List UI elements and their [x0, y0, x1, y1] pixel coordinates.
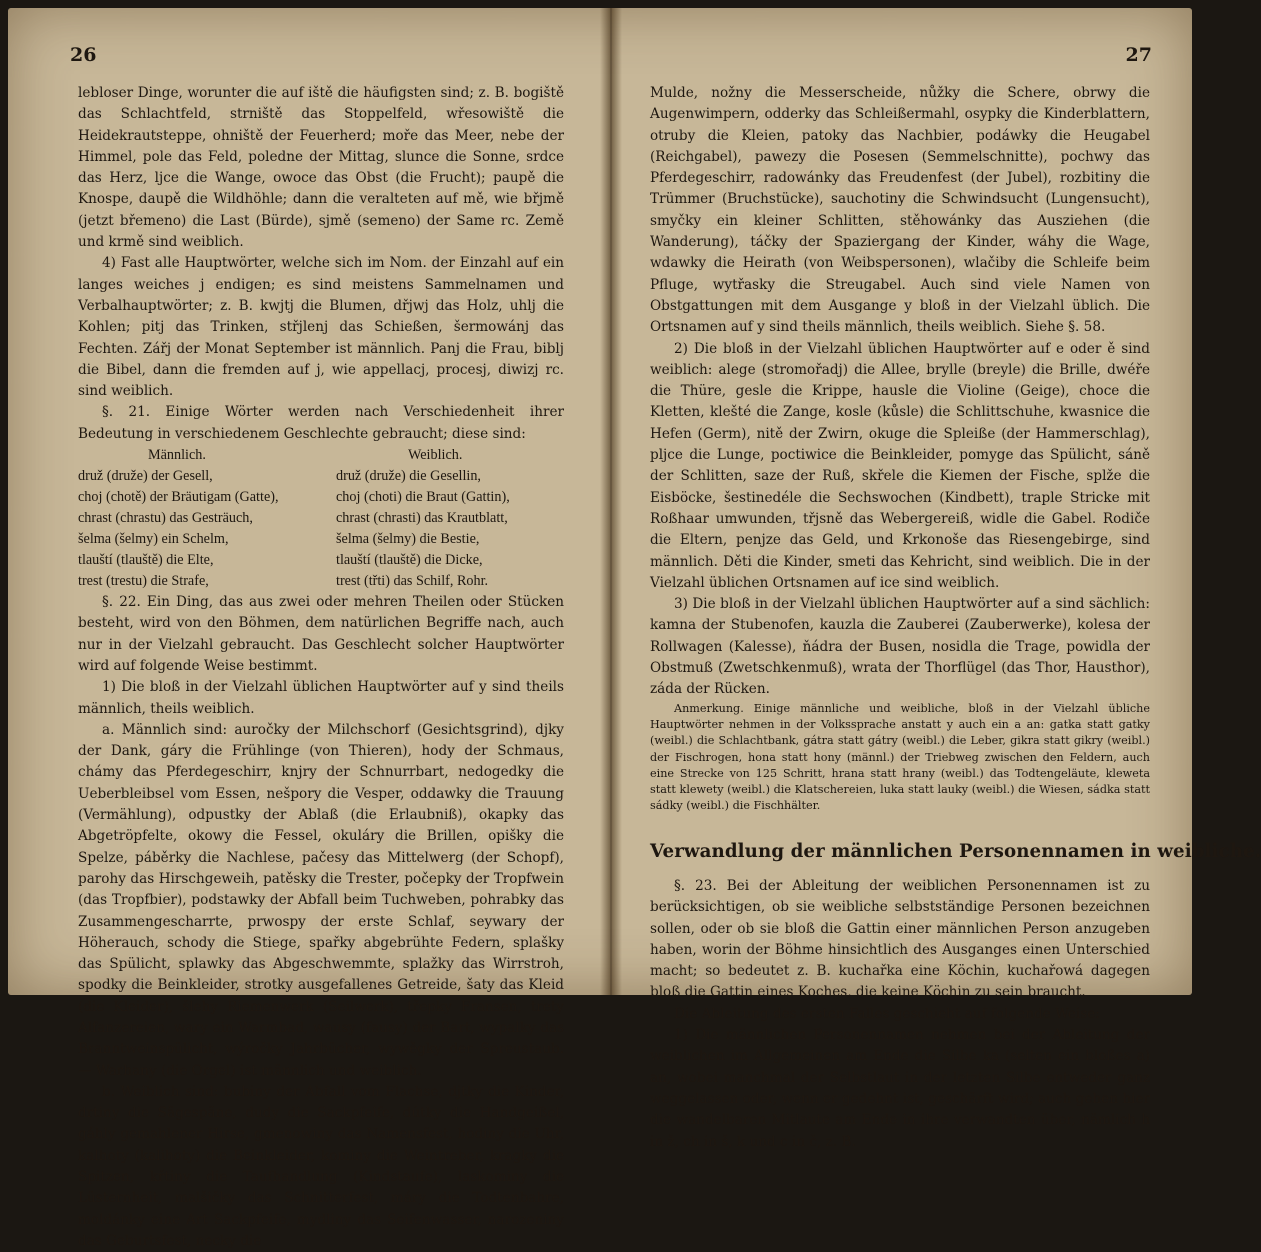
- paragraph: 4) Fast alle Hauptwörter, welche sich im Nom. der Einzahl auf ein langes weiches j endigen; es sind meistens Sammelnamen und Verbalhauptwörter; z. B. kwjtj die Blumen, dřjwj das Holz, uhlj die Kohlen; pitj das Trinken, střjlenj das Schießen, šermowánj das Fechten. Zářj der Monat September ist männlich. Panj die Frau, biblj die Bibel, dann die fremden auf j, wie appellacj, procesj, diwizj rc. sind weiblich.: [78, 255, 564, 400]
- table-cell: chrast (chrastu) das Gesträuch,: [78, 510, 253, 527]
- paragraph: §. 21. Einige Wörter werden nach Verschiedenheit ihrer Bedeutung in verschiedenem Geschlechte gebraucht; diese sind:: [78, 404, 564, 442]
- section-heading: Verwandlung der männlichen Personennamen in weibliche.: [650, 840, 1261, 862]
- paragraph: b. Weiblich sind: bubiny der Abfall vom Flachse, djtky die Kinder, drtiny die Sägespäne, dudy die Sackpfeife, dútky die Handgeißel, gáhly gemahlener Hirse, gmenowiny das Namensfest, hodiny die Uhr, kalhoty (kalihoty) die Beinkleider, kominy die Weintreber, kragky die Spitzen, křtiny die Taufhandlung (Kindstaufe), laskominy die Lüsternheit, malšičky das Schnitterfest, máry die Todtenbahre, moldánky eine Art Sackpfeife, mydliny das Seifenwasser, narozeniny das Geburtsfest, necky die: [78, 1083, 564, 1249]
- paragraph: §. 23. Bei der Ableitung der weiblichen Personennamen ist zu berücksichtigen, ob sie weibliche selbstständige Personen bezeichnen sollen, oder ob sie bloß die Gattin einer männlichen Person anzugeben haben, worin der Böhme hinsichtlich des Ausganges einen Unterschied macht; so bedeutet z. B. kuchařka eine Köchin, kuchařowá dagegen bloß die Gattin eines Koches, die keine Köchin zu sein braucht.: [650, 877, 1150, 1001]
- paragraph: 1) Die bloß in der Vielzahl üblichen Hauptwörter auf y sind theils männlich, theils weiblich.: [78, 679, 564, 717]
- table-cell: tlauští (tlauště) die Dicke,: [336, 552, 483, 569]
- book-spread: [8, 8, 1261, 1249]
- paragraph: 2) Die bloß in der Vielzahl üblichen Hauptwörter auf e oder ě sind weiblich: alege (stromořadj) die Allee, brylle (breyle) die Brille, dwéře die Thüre, gesle die Krippe, hausle die Violine (Geige), choce die Kletten, klešté die Zange, kosle (kůsle) die Schlittschuhe, kwasnice die Hefen (Germ), nitě der Zwirn, okuge die Spleiße (der Hammerschlag), pljce die Lunge, poctiwice die Beinkleider, pomyge das Spülicht, sáně der Schlitten, saze der Ruß, skřele die Kiemen der Fische, splže die Eisböcke, šestinedéle die Sechswochen (Kindbett), traple Stricke mit Roßhaar umwunden, třjsně das Webergereiß, widle die Gabel. Rodiče die Eltern, penjze das Geld, und Krkonoše das Riesengebirge, sind männlich. Děti die Kinder, smeti das Kehricht, sind weiblich. Die in der Vielzahl üblichen Ortsnamen auf ice sind weiblich.: [650, 340, 1150, 591]
- left-page-text: [78, 83, 564, 1252]
- table-cell: choj (choti) die Braut (Gattin),: [336, 489, 510, 506]
- table-cell: druž (druže) die Gesellin,: [336, 468, 481, 485]
- page-number-right: 27: [1125, 44, 1152, 66]
- note-text: Anmerkung. Einige männliche und weibliche, bloß in der Vielzahl übliche Hauptwörter nehmen in der Volkssprache anstatt y auch ein a an: gatka statt gatky (weibl.) die Schlachtbank, gátra statt gátry (weibl.) die Leber, gikra statt gikry (weibl.) der Fischrogen, hona statt hony (männl.) der Triebweg zwischen den Feldern, auch eine Strecke von 125 Schritt, hrana statt hrany (weibl.) das Todtengeläute, kleweta statt klewety (weibl.) die Klatschereien, luka statt lauky (weibl.) die Wiesen, sádka statt sádky (weibl.) die Fischhälter.: [650, 701, 1150, 813]
- table-cell: trest (trestu) die Strafe,: [78, 573, 209, 590]
- table-cell: trest (třti) das Schilf, Rohr.: [336, 573, 489, 590]
- paragraph: a. Männlich sind: auročky der Milchschorf (Gesichtsgrind), djky der Dank, gáry die Frühlinge (von Thieren), hody der Schmaus, chámy das Pferdegeschirr, knjry der Schnurrbart, nedogedky die Ueberbleibsel vom Essen, nešpory die Vesper, oddawky die Trauung (Vermählung), odpustky der Ablaß (die Erlaubniß), okapky das Abgetröpfelte, okowy die Fessel, okuláry die Brillen, opišky die Spelze, páběrky die Nachlese, pačesy das Mittelwerg (der Schopf), parohy das Hirschgeweih, patěsky die Trester, počepky der Tropfwein (das Tropfbier), podstawky der Abfall beim Tuchweben, pohrabky das Zusammengescharrte, prwospy der erste Schlaf, seywary der Höherauch, schody die Stiege, spařky abgebrühte Federn, splašky das Spülicht, splawky das Abgeschwemmte, splažky das Wirrstroh, spodky die Beinkleider, strotky ausgefallenes Getreide, šaty das Kleid (die Kleider), šlehy Riemenwerk (Seilwerk), třepky Fransen, trety Alfanzereien, wary ein Warmbad, wausy (fausy) der Bart, wypalky das Branntweinspülicht, wýročky Jahrbücher, wywěgky der Spreustaub. — Warhany (die Orgel) ist männlich und weiblich.: [78, 721, 564, 1079]
- table-cell: šelma (šelmy) die Bestie,: [336, 531, 480, 548]
- paragraph: §. 22. Ein Ding, das aus zwei oder mehren Theilen oder Stücken besteht, wird von den Böhmen, dem natürlichen Begriffe nach, auch nur in der Vielzahl gebraucht. Das Geschlecht solcher Hauptwörter wird auf folgende Weise bestimmt.: [78, 594, 564, 674]
- paragraph: lebloser Dinge, worunter die auf iště die häufigsten sind; z. B. bogiště das Schlachtfeld, strniště das Stoppelfeld, wřesowiště die Heidekrautsteppe, ohniště der Feuerherd; moře das Meer, nebe der Himmel, pole das Feld, poledne der Mittag, slunce die Sonne, srdce das Herz, ljce die Wange, owoce das Obst (die Frucht); paupě die Knospe, daupě die Wildhöhle; dann die veralteten auf mě, wie břjmě (jetzt břemeno) die Last (Bürde), sjmě (semeno) der Same rc. Země und krmě sind weiblich.: [78, 85, 564, 251]
- left-page: [8, 8, 600, 1249]
- paragraph: 1) Die männlichen Personennamen nehmen bei der Ableitung der weiblichen im Allgemeinen am Ende die Silbe ka (selten ein bloßes a) an, wobei manchmal der Selbstlaut in der letzten Silbe entweder ganz weggelassen oder, wenn er gedehnt ist, geschärft wird; auch gehen hier die wandelbaren Mitlaute am Ende in ihre verwandten über, nämlich h in ž, ch in š, k und c in č, z. B.: [650, 1027, 1150, 1150]
- paragraph: Mulde, nožny die Messerscheide, nůžky die Schere, obrwy die Augenwimpern, odderky das Schleißermahl, osypky die Kinderblattern, otruby die Kleien, patoky das Nachbier, podáwky die Heugabel (Reichgabel), pawezy die Posesen (Semmelschnitte), pochwy das Pferdegeschirr, radowánky das Freudenfest (der Jubel), rozbitiny die Trümmer (Bruchstücke), sauchotiny die Schwindsucht (Lungensucht), smyčky ein kleiner Schlitten, stěhowánky das Ausziehen (die Wanderung), táčky der Spaziergang der Kinder, wáhy die Wage, wdawky die Heirath (von Weibspersonen), wlačiby die Schleife beim Pfluge, wytřasky die Streugabel. Auch sind viele Namen von Obstgattungen mit dem Ausgange y bloß in der Vielzahl üblich. Die Ortsnamen auf y sind theils männlich, theils weiblich. Siehe §. 58.: [650, 85, 1150, 336]
- gender-table: [78, 445, 564, 592]
- table-cell: tlauští (tlauště) die Elte,: [78, 552, 214, 569]
- page-number-left: 26: [70, 44, 97, 66]
- column-header-feminine: Weiblich.: [408, 447, 463, 464]
- table-cell: šelma (šelmy) ein Schelm,: [78, 531, 229, 548]
- table-cell: chrast (chrasti) das Krautblatt,: [336, 510, 508, 527]
- table-cell: druž (druže) der Gesell,: [78, 468, 213, 485]
- paragraph: Die Ableitung des ersten Falles geschieht auf folgende Weise:: [674, 1005, 1100, 1022]
- right-page-text: [650, 83, 1261, 1153]
- right-page: [622, 8, 1261, 1150]
- column-header-masculine: Männlich.: [148, 447, 206, 464]
- annotation-note: [650, 701, 1150, 815]
- book-gutter: [600, 8, 622, 995]
- table-cell: choj (chotě) der Bräutigam (Gatte),: [78, 489, 279, 506]
- paragraph: 3) Die bloß in der Vielzahl üblichen Hauptwörter auf a sind sächlich: kamna der Stubenofen, kauzla die Zauberei (Zauberwerke), kolesa der Rollwagen (Kalesse), ňádra der Busen, nosidla die Trage, powidla der Obstmuß (Zwetschkenmuß), wrata der Thorflügel (das Thor, Hausthor), záda der Rücken.: [650, 596, 1150, 698]
